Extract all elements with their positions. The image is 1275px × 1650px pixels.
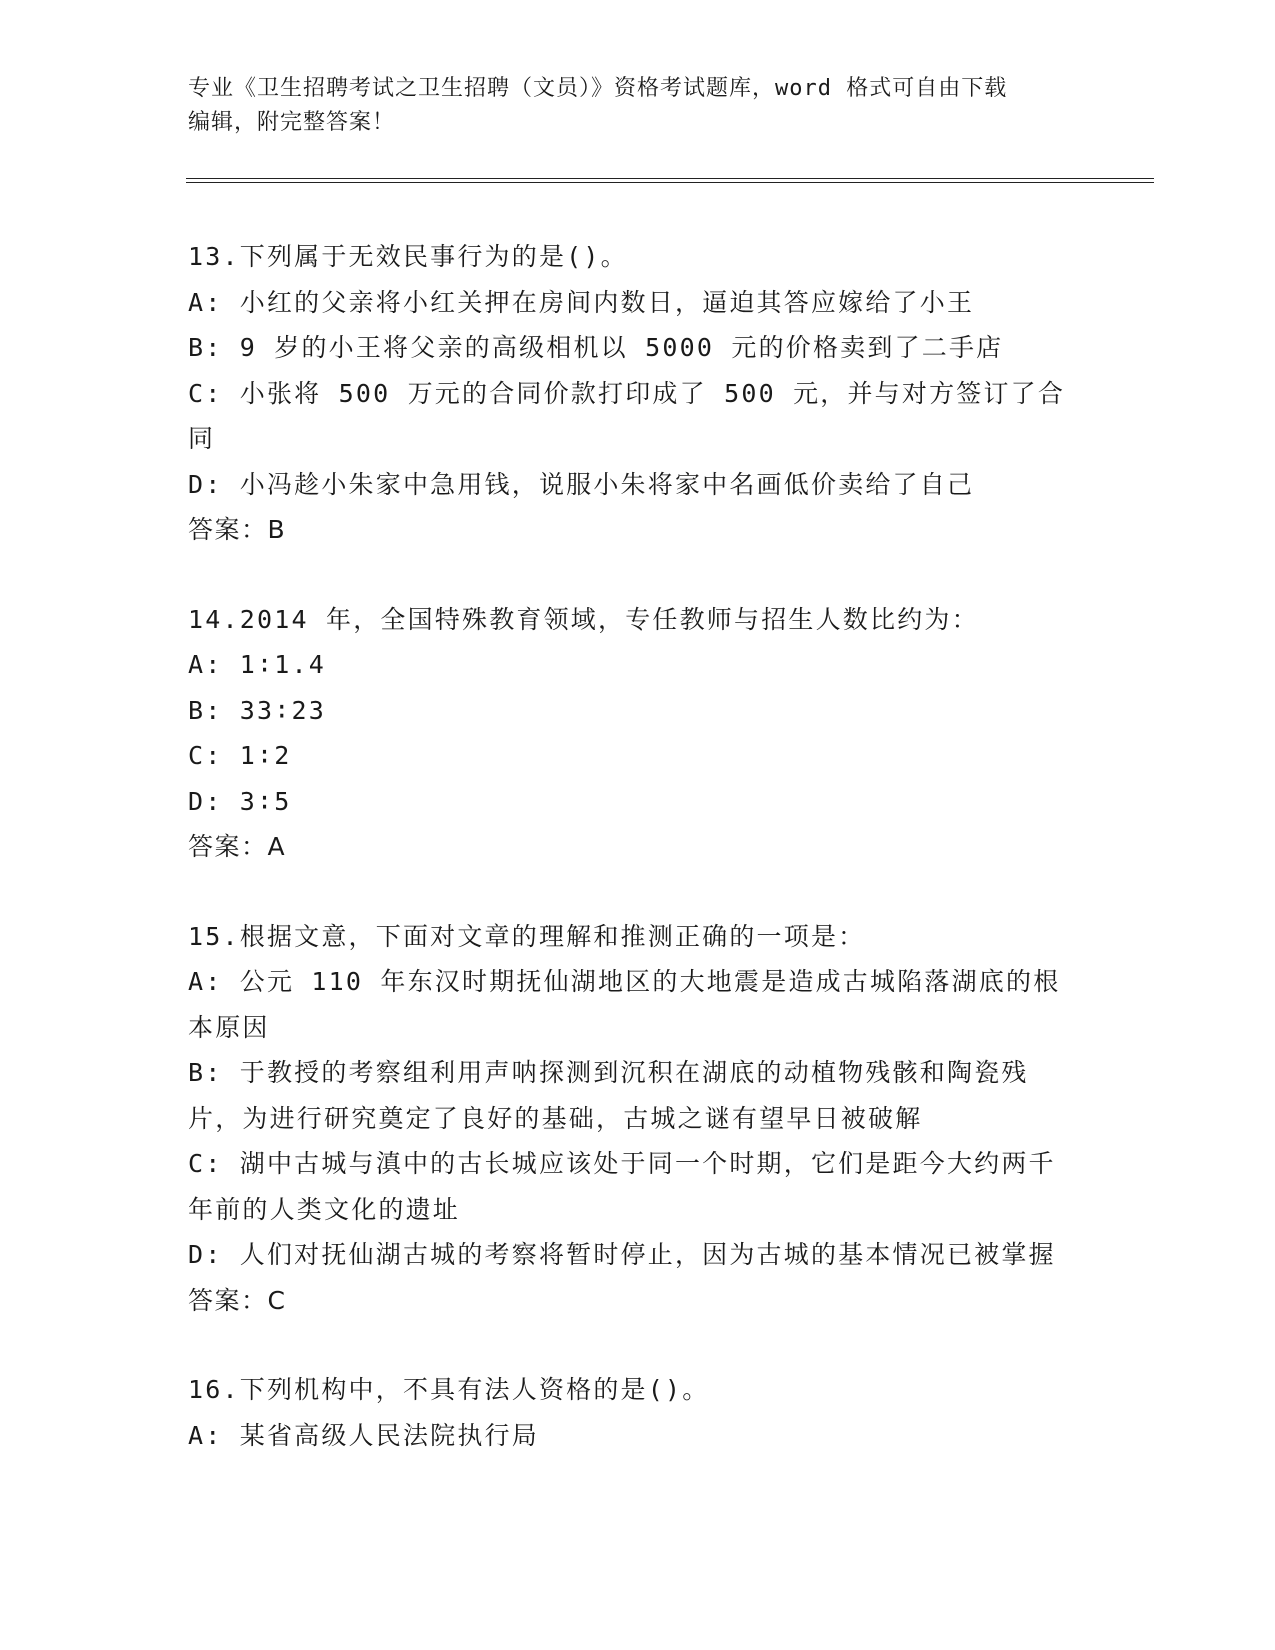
answer-label: 答案：A: [188, 832, 287, 861]
option-b: B: 9 岁的小王将父亲的高级相机以 5000 元的价格卖到了二手店: [188, 333, 1004, 362]
question-15: [188, 914, 1068, 1324]
option-b: B: 于教授的考察组利用声呐探测到沉积在湖底的动植物残骸和陶瓷残片，为进行研究奠定了良好的基础，古城之谜有望早日被破解: [188, 1058, 1029, 1133]
option-a: A: 公元 110 年东汉时期抚仙湖地区的大地震是造成古城陷落湖底的根本原因: [188, 967, 1061, 1042]
header-line-1: 专业《卫生招聘考试之卫生招聘（文员）》资格考试题库，word 格式可自由下载: [188, 76, 1008, 101]
question-14: [188, 597, 1068, 870]
option-c: C: 1∶2: [188, 741, 292, 770]
question-stem: 13.下列属于无效民事行为的是()。: [188, 242, 628, 271]
answer-label: 答案：B: [188, 515, 287, 544]
question-list: [188, 234, 1068, 1502]
option-a: A: 小红的父亲将小红关押在房间内数日，逼迫其答应嫁给了小王: [188, 287, 975, 317]
header-divider: [186, 178, 1154, 183]
question-stem: 16.下列机构中，不具有法人资格的是()。: [188, 1375, 710, 1404]
option-a: A: 某省高级人民法院执行局: [188, 1420, 539, 1450]
option-d: D: 人们对抚仙湖古城的考察将暂时停止，因为古城的基本情况已被掌握: [188, 1240, 1056, 1269]
option-a: A: 1∶1.4: [188, 650, 327, 679]
question-stem: 15.根据文意，下面对文章的理解和推测正确的一项是：: [188, 921, 866, 951]
option-d: D: 3∶5: [188, 786, 292, 816]
question-stem: 14.2014 年，全国特殊教育领域，专任教师与招生人数比约为：: [188, 604, 979, 634]
question-13: [188, 234, 1068, 553]
option-c: C: 小张将 500 万元的合同价款打印成了 500 元，并与对方签订了合同: [188, 378, 1066, 453]
question-16: [188, 1367, 1068, 1458]
option-b: B: 33∶23: [188, 695, 327, 725]
answer-label: 答案：C: [188, 1285, 287, 1315]
option-c: C: 湖中古城与滇中的古长城应该处于同一个时期，它们是距今大约两千年前的人类文化的遗址: [188, 1149, 1056, 1224]
option-d: D: 小冯趁小朱家中急用钱，说服小朱将家中名画低价卖给了自己: [188, 469, 975, 499]
document-header: [188, 72, 1068, 140]
header-line-2: 编辑，附完整答案！: [188, 110, 396, 135]
